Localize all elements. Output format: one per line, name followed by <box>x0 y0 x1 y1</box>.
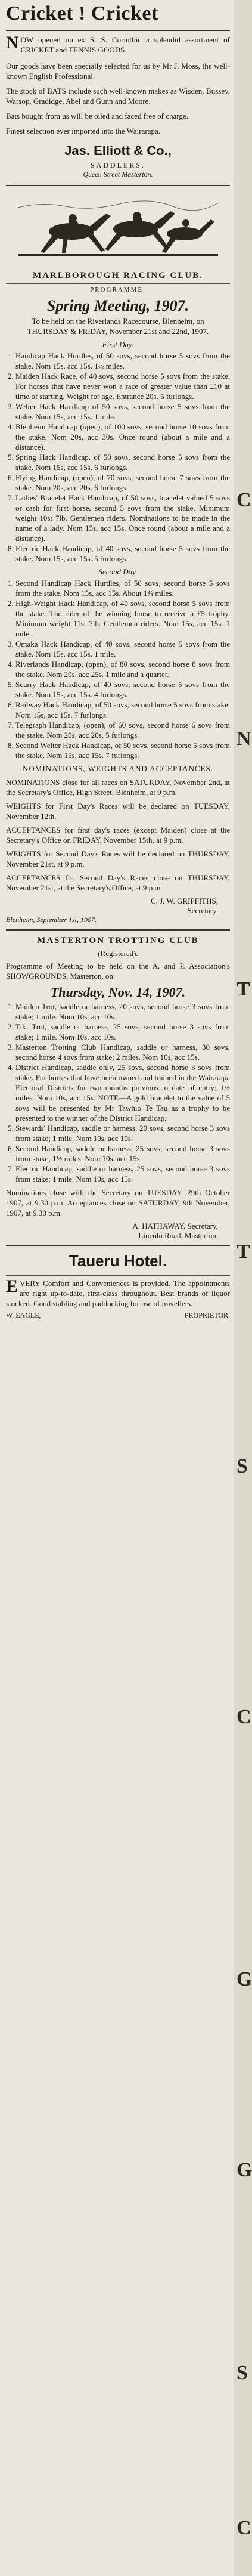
race-item: 2. Tiki Trot, saddle or harness, 25 sovs, second horse 3 sovs from stake; 1 mile. Nom 10s, acc 10s. <box>15 1022 230 1042</box>
cricket-heading: Cricket ! Cricket <box>6 2 158 24</box>
firm-address: Queen Street Masterton. <box>83 170 153 178</box>
trotting-races <box>6 1001 230 1184</box>
trotting-date: Thursday, Nov. 14, 1907. <box>50 985 186 1000</box>
cricket-paragraph: Our goods have been specially selected for us by Mr J. Moss, the well-known English Professional. <box>6 61 230 81</box>
race-item: 7. Ladies' Bracelet Hack Handicap, of 50 sovs, bracelet valued 5 sovs or cash for first horse, second 5 sovs from the stake. Minimum weight 10st 7lb. Gentlemen riders. Nominations to be made in the name of a lady. Nom 15s, acc 15s. Once round (about a mile and a distance). <box>15 493 230 543</box>
race-item: 3. Masterton Trotting Club Handicap, saddle or harness, 30 sovs, second horse 4 sovs from stake; 2 miles. Nom 10s, acc 15s. <box>15 1042 230 1062</box>
secretary-role: Secretary. <box>187 906 218 915</box>
racehorse-engraving <box>6 190 230 268</box>
race-item: 2. Maiden Hack Race, of 40 sovs, second horse 5 sovs from the stake. For horses that have never won a race of greater value than £10 at time of starting. Weight for age. Entrance 20s. 5 furlongs. <box>15 371 230 401</box>
race-item: 3. Welter Hack Handicap of 50 sovs, second horse 5 sovs from the stake. Nom 15s, acc 15s. 1 mile. <box>15 401 230 422</box>
adjacent-column-edge <box>234 0 252 2576</box>
divider <box>6 30 230 31</box>
edge-fragment: G <box>237 1968 252 1990</box>
edge-fragment: C <box>237 489 251 511</box>
edge-fragment: G <box>237 2159 252 2181</box>
edge-fragment: S <box>237 1455 248 1477</box>
race-item: 7. Electric Handicap, saddle or harness, 25 sovs, second horse 3 sovs from stake; 1 mile. Nom 10s, acc 15s. <box>15 1164 230 1184</box>
firm-subtitle: SADDLERS. <box>90 161 145 169</box>
divider <box>6 1275 230 1276</box>
trotting-club-advertisement <box>6 936 230 1241</box>
cricket-intro: NOW opened up ex S. S. Corinthic a splendid assortment of CRICKET and TENNIS GOODS. <box>6 33 230 54</box>
cricket-paragraph: Bats bought from us will be oiled and faced free of charge. <box>6 112 188 120</box>
hotel-proprietor-line <box>6 1311 230 1320</box>
weights-paragraph: WEIGHTS for Second Day's Races will be declared on THURSDAY, November 21st, at 9 p.m. <box>6 849 230 868</box>
trotting-closing: Nominations close with the Secretary on TUESDAY, 29th October 1907, at 9.30 p.m. Acceptances close on SATURDAY, 9th November, 1907, at 9.30 p.m. <box>6 1188 230 1217</box>
race-item: 4. Riverlands Handicap, (open), of 80 sovs, second horse 8 sovs from the stake. Nom 20s, acc 25s. 1 mile and a quarter. <box>15 659 230 679</box>
edge-fragment: C <box>237 2517 251 2539</box>
divider <box>6 283 230 284</box>
divider <box>6 929 230 931</box>
race-item: 1. Maiden Trot, saddle or harness, 20 sovs, second horse 3 sovs from stake; 1 mile. Nom 10s, acc 10s. <box>15 1001 230 1022</box>
hotel-name: Taueru Hotel. <box>69 1252 167 1270</box>
hotel-description: EVERY Comfort and Conveniences is provided. The appointments are right up-to-date, first-class throughout. Best brands of liquor stocked. Good stabling and paddocking for use of travellers. <box>6 1276 230 1308</box>
racing-club-name: MARLBOROUGH RACING CLUB. <box>33 271 203 280</box>
cricket-paragraph: The stock of BATS include such well-known makes as Wisden, Bussey, Warsop, Gradidge, Abel and Gunn and Moore. <box>6 86 230 106</box>
divider <box>6 185 230 186</box>
race-item: 3. Omaka Hack Handicap, of 40 sovs, second horse 5 sovs from the stake. Nom 15s, acc 15s. 1 mile. <box>15 639 230 659</box>
race-item: 5. Scurry Hack Handicap, of 40 sovs, second horse 5 sovs from the stake. Nom 15s, acc 15s. 4 furlongs. <box>15 679 230 700</box>
race-item: 6. Flying Handicap, (open), of 70 sovs, second horse 7 sovs from the stake. Nom 20s, acc 20s. 6 furlongs. <box>15 472 230 493</box>
registered-label: (Registered). <box>98 949 138 958</box>
edge-fragment: N <box>237 728 251 750</box>
second-day-races <box>6 578 230 760</box>
nominations-heading: NOMINATIONS, WEIGHTS AND ACCEPTANCES. <box>23 764 213 773</box>
cricket-paragraph: Finest selection ever imported into the Wairarapa. <box>6 126 160 135</box>
first-day-races <box>6 351 230 564</box>
drop-cap: N <box>6 33 19 52</box>
race-item: 5. Spring Hack Handicap, of 50 sovs, second horse 5 sovs from the stake. Nom 15s, acc 15s. 6 furlongs. <box>15 452 230 472</box>
proprietor-name: W. EAGLE, <box>6 1311 41 1319</box>
programme-label: PROGRAMME. <box>90 286 146 293</box>
proprietor-title: PROPRIETOR. <box>184 1311 230 1319</box>
acceptances-paragraph: ACCEPTANCES for Second Day's Races close on THURSDAY, November 21st, at the Secretary's Office, at 9 p.m. <box>6 873 230 892</box>
racing-club-advertisement <box>6 271 230 924</box>
trotting-secretary: A. HATHAWAY, Secretary, <box>132 1221 218 1230</box>
first-day-heading: First Day. <box>102 340 134 349</box>
edge-fragment: T <box>237 978 250 1000</box>
trotting-club-name: MASTERTON TROTTING CLUB <box>37 936 199 945</box>
edge-fragment: C <box>237 1706 251 1728</box>
place-date: Blenheim, September 1st, 1907. <box>6 916 97 924</box>
newspaper-column <box>6 0 230 1320</box>
secretary-signature: C. J. W. GRIFFITHS, <box>150 896 218 905</box>
race-item: 1. Second Handicap Hack Hurdles, of 50 sovs, second horse 5 sovs from the stake. Nom 15s, acc 15s. About 1¾ miles. <box>15 578 230 598</box>
meeting-title: Spring Meeting, 1907. <box>46 297 189 314</box>
edge-fragment: S <box>237 2362 248 2384</box>
race-item: 5. Stewards' Handicap, saddle or harness, 20 sovs, second horse 3 sovs from stake; 1 mile. Nom 10s, acc 10s. <box>15 1123 230 1143</box>
race-item: 2. High-Weight Hack Handicap, of 40 sovs, second horse 5 sovs from the stake. The rider of the winning horse to receive a £5 trophy. Minimum weight 11st 7lb. Gentlemen riders. Nom 15s, acc 15s. 1 mile. <box>15 598 230 639</box>
trotting-intro: Programme of Meeting to be held on the A. and P. Association's SHOWGROUNDS, Masterton, on <box>6 961 230 981</box>
race-item: 4. District Handicap, saddle only, 25 sovs, second horse 3 sovs from stake. For horses that have been owned and trained in the Wairarapa Electoral Districts for two months previous to date of entry; 1½ miles. Nom 10s, acc 15s. NOTE—A gold bracelet to the value of 5 sovs will be presented by Mr Tawhio Te Tau as a trophy to be presented to the winner of the District Handicap. <box>15 1062 230 1123</box>
race-item: 6. Railway Hack Handicap, of 50 sovs, second horse 5 sovs from stake. Nom 15s, acc 15s. 7 furlongs. <box>15 700 230 720</box>
race-item: 4. Blenheim Handicap (open), of 100 sovs, second horse 10 sovs from the stake. Nom 20s, acc 30s. Once round (about a mile and a distance). <box>15 422 230 452</box>
race-item: 6. Second Handicap, saddle or harness, 25 sovs, second horse 3 sovs from stake; 1½ miles. Nom 10s, acc 15s. <box>15 1143 230 1164</box>
weights-paragraph: WEIGHTS for First Day's Races will be declared on TUESDAY, November 12th. <box>6 802 230 821</box>
hotel-advertisement <box>6 1252 230 1320</box>
drop-cap: E <box>6 1276 18 1296</box>
nominations-paragraph: NOMINATIONS close for all races on SATURDAY, November 2nd, at the Secretary's Office, High Street, Blenheim, at 9 p.m. <box>6 778 230 797</box>
cricket-advertisement <box>6 2 230 186</box>
racehorses-illustration <box>6 190 230 268</box>
race-item: 8. Electric Hack Handicap, of 40 sovs, second horse 5 sovs from the stake. Nom 15s, acc 15s. 5 furlongs. <box>15 543 230 564</box>
meeting-dates: THURSDAY & FRIDAY, November 21st and 22nd, 1907. <box>27 327 209 336</box>
race-item: 1. Handicap Hack Hurdles, of 50 sovs, second horse 5 sovs from the stake. Nom 15s, acc 15s. 1½ miles. <box>15 351 230 371</box>
trotting-address: Lincoln Road, Masterton. <box>138 1231 218 1240</box>
second-day-heading: Second Day. <box>98 567 138 576</box>
edge-fragment: T <box>237 1241 250 1263</box>
acceptances-paragraph: ACCEPTANCES for first day's races (except Maiden) close at the Secretary's Office on FRIDAY, November 15th, at 9 p.m. <box>6 825 230 845</box>
race-item: 8. Second Welter Hack Handicap, of 50 sovs, second horse 5 sovs from the stake. Nom 15s, acc 15s. 7 furlongs. <box>15 740 230 760</box>
race-item: 7. Telegraph Handicap, (open), of 60 sovs, second horse 6 sovs from the stake. Nom 20s, acc 20s. 5 furlongs. <box>15 720 230 740</box>
firm-name: Jas. Elliott & Co., <box>64 143 172 158</box>
meeting-intro: To be held on the Riverlands Racecourse, Blenheim, on <box>32 317 204 326</box>
divider <box>6 1245 230 1247</box>
